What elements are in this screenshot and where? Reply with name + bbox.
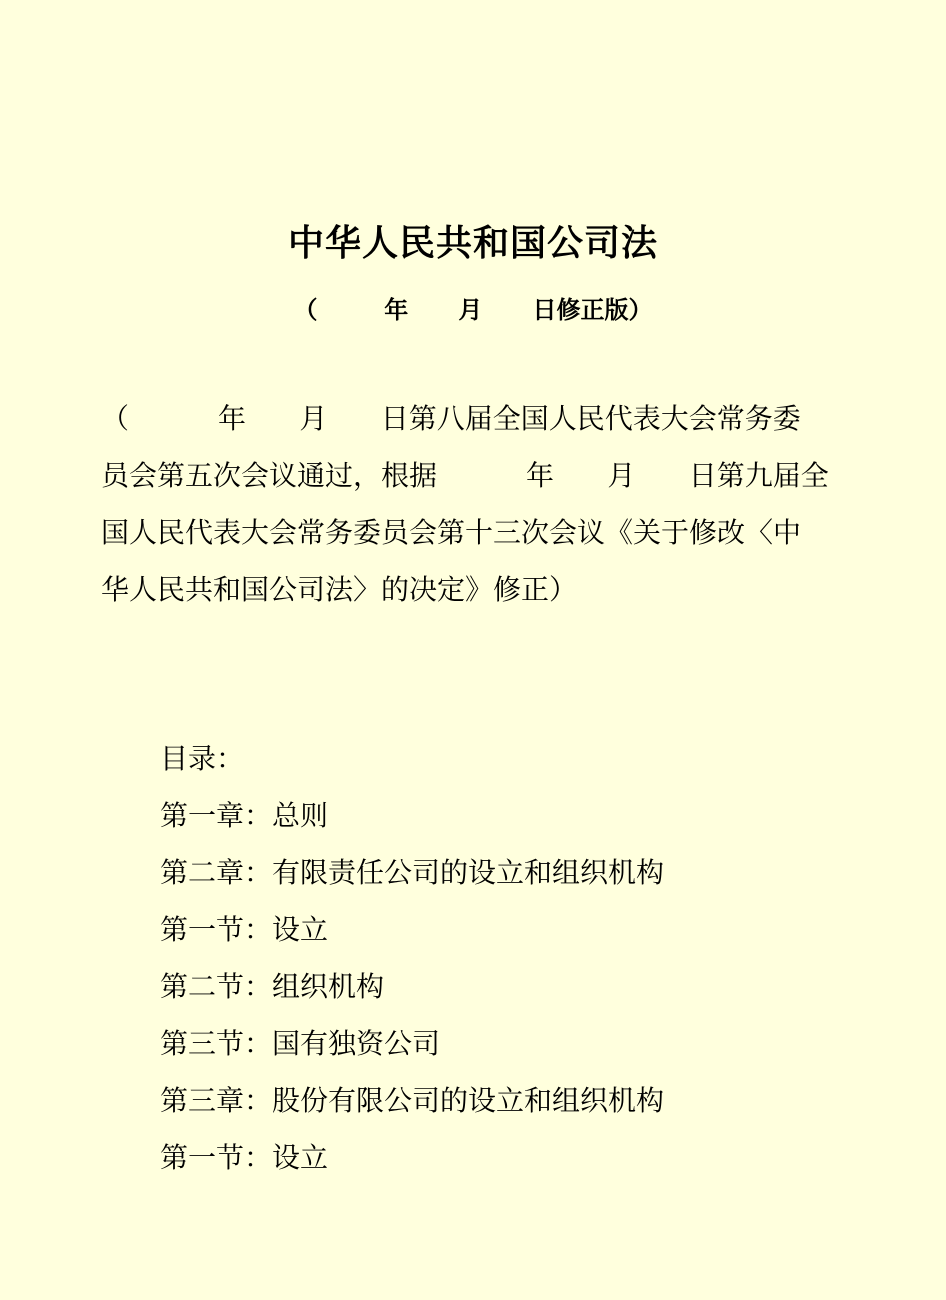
table-of-contents bbox=[160, 730, 860, 1186]
toc-item: 第一节：设立 bbox=[160, 1141, 329, 1174]
toc-item: 第三节：国有独资公司 bbox=[160, 1027, 441, 1060]
toc-label: 目录： bbox=[160, 742, 245, 775]
toc-item: 第一节：设立 bbox=[160, 913, 329, 946]
adoption-note-line: 国人民代表大会常务委员会第十三次会议《关于修改〈中 bbox=[101, 516, 802, 549]
adoption-note bbox=[101, 390, 841, 618]
document-subtitle: （ 年 月 日修正版） bbox=[293, 296, 653, 324]
toc-item: 第三章：股份有限公司的设立和组织机构 bbox=[160, 1084, 665, 1117]
toc-item: 第二节：组织机构 bbox=[160, 970, 385, 1003]
adoption-note-line: 华人民共和国公司法〉的决定》修正） bbox=[101, 573, 578, 606]
toc-item: 第二章：有限责任公司的设立和组织机构 bbox=[160, 856, 665, 889]
adoption-note-line: （ 年 月 日第八届全国人民代表大会常务委 bbox=[101, 402, 801, 435]
document-title: 中华人民共和国公司法 bbox=[287, 223, 658, 264]
toc-item: 第一章：总则 bbox=[160, 799, 329, 832]
adoption-note-line: 员会第五次会议通过，根据 年 月 日第九届全 bbox=[101, 459, 829, 492]
